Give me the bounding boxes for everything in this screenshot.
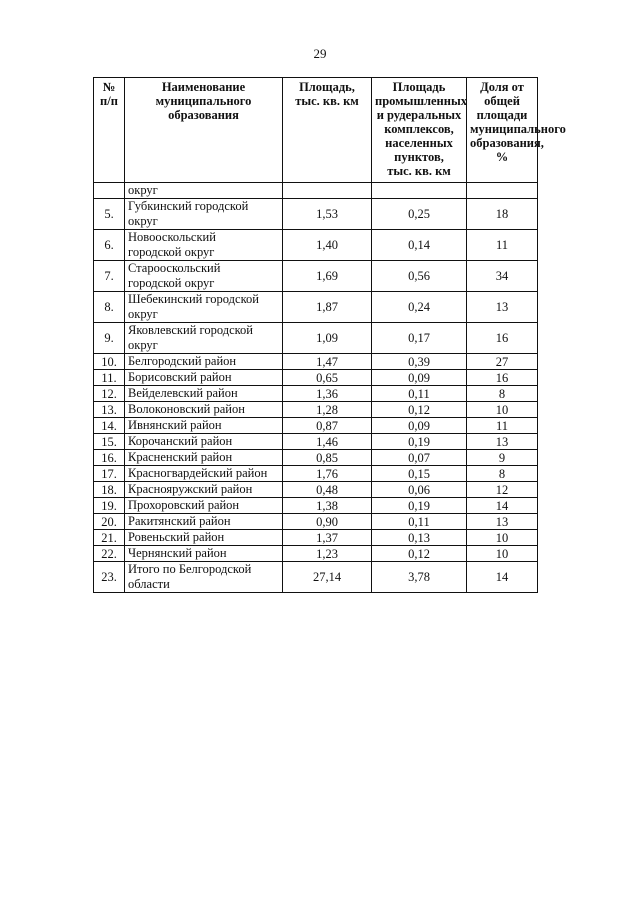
header-number xyxy=(94,78,125,183)
table-row xyxy=(94,562,538,593)
cell-industrial-area: 0,15 xyxy=(372,466,467,482)
cell-share: 16 xyxy=(467,370,538,386)
cell-name-line: Губкинский городской xyxy=(128,199,249,213)
cell-area: 1,46 xyxy=(283,434,372,450)
cell-number: 10. xyxy=(94,354,125,370)
header-line: Площадь xyxy=(392,80,446,94)
cell-area: 0,65 xyxy=(283,370,372,386)
header-line: и рудеральных xyxy=(376,108,462,122)
header-share xyxy=(467,78,566,183)
header-line: Площадь, xyxy=(299,80,355,94)
cell-share: 12 xyxy=(467,482,538,498)
cell-name-line: Новооскольский xyxy=(128,230,216,244)
cell-share: 10 xyxy=(467,530,538,546)
cell-industrial-area: 0,19 xyxy=(372,498,467,514)
cell-share: 8 xyxy=(467,466,538,482)
header-line: образования xyxy=(168,108,239,122)
cell-number: 9. xyxy=(94,323,125,354)
table-row xyxy=(94,482,538,498)
cell-name xyxy=(125,434,283,450)
cell-share: 16 xyxy=(467,323,538,354)
table-row xyxy=(94,418,538,434)
table-row xyxy=(94,261,538,292)
table-row xyxy=(94,450,538,466)
header-line: тыс. кв. км xyxy=(387,164,451,178)
cell-industrial-area: 0,12 xyxy=(372,546,467,562)
cell-area xyxy=(283,183,372,199)
cell-name-line: Красногвардейский район xyxy=(128,466,268,480)
cell-name-line: Ракитянский район xyxy=(128,514,231,528)
cell-industrial-area: 0,39 xyxy=(372,354,467,370)
cell-number: 21. xyxy=(94,530,125,546)
cell-name-line: Ивнянский район xyxy=(128,418,222,432)
cell-area: 0,90 xyxy=(283,514,372,530)
cell-area: 0,48 xyxy=(283,482,372,498)
cell-industrial-area: 0,56 xyxy=(372,261,467,292)
cell-industrial-area: 0,14 xyxy=(372,230,467,261)
cell-share: 11 xyxy=(467,418,538,434)
cell-share: 34 xyxy=(467,261,538,292)
cell-name: округ xyxy=(125,183,283,199)
cell-area: 0,85 xyxy=(283,450,372,466)
cell-industrial-area: 0,25 xyxy=(372,199,467,230)
table-row xyxy=(94,546,538,562)
cell-number: 22. xyxy=(94,546,125,562)
header-line: № xyxy=(102,80,116,94)
cell-number: 19. xyxy=(94,498,125,514)
table-row xyxy=(94,386,538,402)
table-row xyxy=(94,292,538,323)
cell-number: 12. xyxy=(94,386,125,402)
cell-industrial-area: 0,11 xyxy=(372,514,467,530)
table-body xyxy=(94,183,538,593)
cell-area: 27,14 xyxy=(283,562,372,593)
header-industrial-area xyxy=(372,78,467,183)
cell-share: 10 xyxy=(467,402,538,418)
cell-number: 23. xyxy=(94,562,125,593)
cell-name-line: Яковлевский городской xyxy=(128,323,253,337)
cell-name-line: Старооскольский xyxy=(128,261,221,275)
cell-share: 27 xyxy=(467,354,538,370)
cell-name-line: Волоконовский район xyxy=(128,402,245,416)
header-line: комплексов, xyxy=(384,122,454,136)
cell-share: 10 xyxy=(467,546,538,562)
table-row xyxy=(94,230,538,261)
cell-industrial-area: 0,17 xyxy=(372,323,467,354)
header-line: Наименование xyxy=(161,80,246,94)
cell-name xyxy=(125,230,283,261)
cell-number xyxy=(94,183,125,199)
cell-share: 13 xyxy=(467,514,538,530)
cell-industrial-area: 0,12 xyxy=(372,402,467,418)
cell-name-line: Прохоровский район xyxy=(128,498,240,512)
table-row xyxy=(94,354,538,370)
cell-industrial-area xyxy=(372,183,467,199)
municipal-areas-table xyxy=(93,77,566,593)
table-header-row xyxy=(94,78,538,183)
cell-name xyxy=(125,354,283,370)
cell-number: 17. xyxy=(94,466,125,482)
cell-number: 20. xyxy=(94,514,125,530)
cell-name-line: Итого по Белгородской xyxy=(128,562,252,576)
cell-industrial-area: 3,78 xyxy=(372,562,467,593)
cell-share: 13 xyxy=(467,292,538,323)
cell-share xyxy=(467,183,538,199)
cell-area: 1,38 xyxy=(283,498,372,514)
cell-name xyxy=(125,418,283,434)
table-row xyxy=(94,514,538,530)
table-row xyxy=(94,434,538,450)
table-row xyxy=(94,498,538,514)
header-line: тыс. кв. км xyxy=(295,94,359,108)
cell-industrial-area: 0,09 xyxy=(372,370,467,386)
cell-name-line: городской округ xyxy=(128,245,215,259)
cell-name-line: Краснояружский район xyxy=(128,482,253,496)
cell-name-line: Белгородский район xyxy=(128,354,237,368)
cell-share: 8 xyxy=(467,386,538,402)
table-row xyxy=(94,370,538,386)
cell-name-line: городской округ xyxy=(128,276,215,290)
cell-name-line: округ xyxy=(128,307,158,321)
cell-industrial-area: 0,13 xyxy=(372,530,467,546)
table-row xyxy=(94,466,538,482)
cell-name-line: Шебекинский городской xyxy=(128,292,259,306)
cell-share: 14 xyxy=(467,498,538,514)
header-line: муниципального xyxy=(470,122,566,136)
cell-name-line: округ xyxy=(128,214,158,228)
cell-name xyxy=(125,370,283,386)
header-line: площади xyxy=(476,108,528,122)
cell-industrial-area: 0,09 xyxy=(372,418,467,434)
cell-industrial-area: 0,06 xyxy=(372,482,467,498)
cell-number: 11. xyxy=(94,370,125,386)
cell-share: 11 xyxy=(467,230,538,261)
header-line: п/п xyxy=(100,94,118,108)
cell-name xyxy=(125,199,283,230)
header-line: пунктов, xyxy=(394,150,444,164)
header-name xyxy=(125,78,283,183)
table-row xyxy=(94,530,538,546)
cell-number: 18. xyxy=(94,482,125,498)
cell-name xyxy=(125,450,283,466)
cell-area: 1,37 xyxy=(283,530,372,546)
header-line: муниципального xyxy=(155,94,252,108)
cell-name xyxy=(125,323,283,354)
cell-name xyxy=(125,292,283,323)
cell-name-line: Борисовский район xyxy=(128,370,232,384)
cell-name xyxy=(125,530,283,546)
cell-number: 8. xyxy=(94,292,125,323)
cell-name xyxy=(125,498,283,514)
cell-area: 1,76 xyxy=(283,466,372,482)
cell-name-line: Вейделевский район xyxy=(128,386,238,400)
cell-number: 16. xyxy=(94,450,125,466)
cell-number: 6. xyxy=(94,230,125,261)
cell-number: 14. xyxy=(94,418,125,434)
header-line: населенных xyxy=(385,136,453,150)
cell-number: 5. xyxy=(94,199,125,230)
cell-area: 1,69 xyxy=(283,261,372,292)
cell-area: 0,87 xyxy=(283,418,372,434)
cell-share: 13 xyxy=(467,434,538,450)
cell-industrial-area: 0,19 xyxy=(372,434,467,450)
cell-name xyxy=(125,514,283,530)
cell-name-line: Корочанский район xyxy=(128,434,233,448)
table-row xyxy=(94,199,538,230)
cell-area: 1,40 xyxy=(283,230,372,261)
cell-number: 15. xyxy=(94,434,125,450)
cell-name-line: области xyxy=(128,577,170,591)
header-line: образования, % xyxy=(470,136,544,164)
table-row xyxy=(94,323,538,354)
cell-name xyxy=(125,546,283,562)
cell-area: 1,23 xyxy=(283,546,372,562)
table-row xyxy=(94,402,538,418)
cell-area: 1,87 xyxy=(283,292,372,323)
cell-name xyxy=(125,482,283,498)
cell-area: 1,09 xyxy=(283,323,372,354)
cell-name-line: Чернянский район xyxy=(128,546,227,560)
cell-industrial-area: 0,11 xyxy=(372,386,467,402)
cell-share: 14 xyxy=(467,562,538,593)
cell-industrial-area: 0,24 xyxy=(372,292,467,323)
cell-area: 1,53 xyxy=(283,199,372,230)
cell-area: 1,28 xyxy=(283,402,372,418)
cell-name-line: округ xyxy=(128,338,158,352)
header-line: промышленных xyxy=(375,94,467,108)
cell-name-line: Красненский район xyxy=(128,450,233,464)
table-row-continuation xyxy=(94,183,538,199)
cell-area: 1,47 xyxy=(283,354,372,370)
cell-area: 1,36 xyxy=(283,386,372,402)
cell-name xyxy=(125,386,283,402)
cell-industrial-area: 0,07 xyxy=(372,450,467,466)
cell-share: 18 xyxy=(467,199,538,230)
cell-share: 9 xyxy=(467,450,538,466)
cell-name-line: Ровеньский район xyxy=(128,530,225,544)
cell-name xyxy=(125,466,283,482)
cell-number: 7. xyxy=(94,261,125,292)
cell-number: 13. xyxy=(94,402,125,418)
page-number: 29 xyxy=(313,46,327,61)
header-area xyxy=(283,78,372,183)
cell-name xyxy=(125,402,283,418)
header-line: Доля от общей xyxy=(480,80,524,108)
cell-name xyxy=(125,261,283,292)
cell-name xyxy=(125,562,283,593)
